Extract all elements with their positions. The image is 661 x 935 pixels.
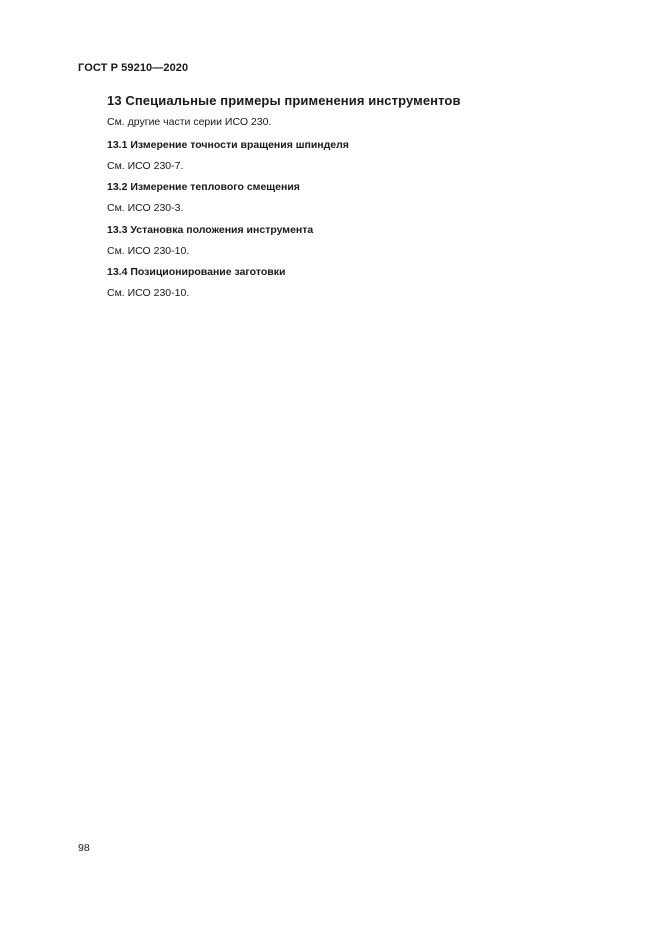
section-13-intro: См. другие части серии ИСО 230. xyxy=(107,116,272,128)
subsection-13-2-title: 13.2 Измерение теплового смещения xyxy=(107,181,300,193)
document-header-id: ГОСТ Р 59210—2020 xyxy=(78,62,189,74)
subsection-13-4-ref: См. ИСО 230-10. xyxy=(107,287,190,299)
subsection-13-3-ref: См. ИСО 230-10. xyxy=(107,245,190,257)
subsection-13-2-ref: См. ИСО 230-3. xyxy=(107,202,184,214)
section-13-title: 13 Специальные примеры применения инструментов xyxy=(107,93,461,108)
subsection-13-3-title: 13.3 Установка положения инструмента xyxy=(107,224,314,236)
subsection-13-1-title: 13.1 Измерение точности вращения шпинделя xyxy=(107,139,349,151)
subsection-13-1-ref: См. ИСО 230-7. xyxy=(107,160,184,172)
page-number: 98 xyxy=(78,842,90,854)
subsection-13-4-title: 13.4 Позиционирование заготовки xyxy=(107,266,286,278)
